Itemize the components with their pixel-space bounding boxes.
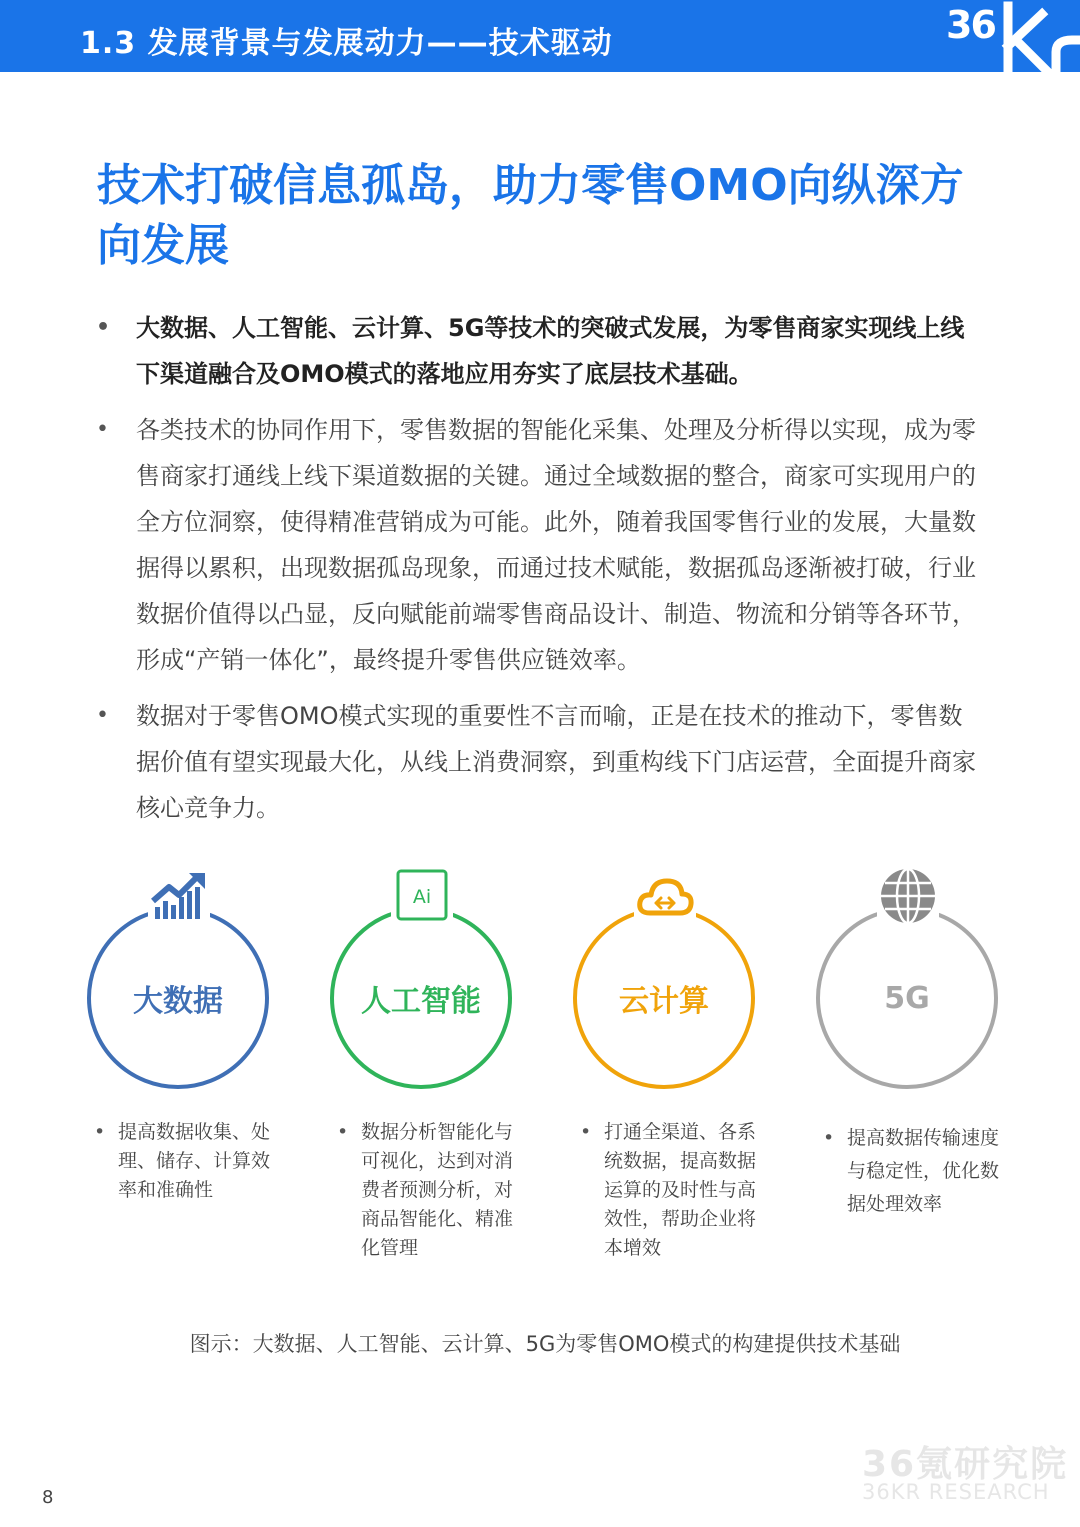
tech-label: 人工智能	[361, 984, 481, 1019]
tech-description: • 提高数据传输速度与稳定性，优化数据处理效率	[823, 1122, 1003, 1221]
brand-logo	[944, 0, 1080, 72]
tech-description: • 数据分析智能化与可视化，达到对消费者预测分析，对商品智能化、精准化管理	[337, 1118, 527, 1263]
header-bar	[0, 0, 1080, 72]
tech-ai	[327, 865, 527, 1075]
bullet-item: • 数据对于零售OMO模式实现的重要性不言而喻，正是在技术的推动下，零售数据价值有望实现最大化，从线上消费洞察，到重构线下门店运营，全面提升商家核心竞争力。	[96, 693, 986, 831]
ai-chip-icon	[391, 865, 453, 927]
bullet-item: • 大数据、人工智能、云计算、5G等技术的突破式发展，为零售商家实现线上线下渠道融合及OMO模式的落地应用夯实了底层技术基础。	[96, 305, 986, 397]
tech-label: 5G	[884, 980, 930, 1016]
globe-icon	[877, 865, 939, 927]
tech-5g	[813, 865, 1013, 1075]
36kr-logo-icon	[944, 0, 1080, 72]
tech-label: 大数据	[133, 984, 223, 1019]
section-title: 1.3 发展背景与发展动力——技术驱动	[80, 26, 613, 61]
ai-icon-text: Ai	[412, 886, 432, 908]
tech-cloud	[570, 865, 770, 1075]
growth-chart-icon	[148, 865, 210, 927]
svg-text:36: 36	[946, 3, 995, 47]
tech-big-data	[84, 865, 284, 1075]
page-number: 8	[42, 1487, 54, 1508]
tech-description: • 打通全渠道、各系统数据，提高数据运算的及时性与高效性，帮助企业将本增效	[580, 1118, 770, 1263]
tech-label: 云计算	[619, 984, 709, 1019]
bullet-list	[96, 305, 986, 841]
figure-caption: 图示：大数据、人工智能、云计算、5G为零售OMO模式的构建提供技术基础	[189, 1332, 901, 1356]
bullet-item: • 各类技术的协同作用下，零售数据的智能化采集、处理及分析得以实现，成为零售商家打通线上线下渠道数据的关键。通过全域数据的整合，商家可实现用户的全方位洞察，使得精准营销成为可能。此外，随着我国零售行业的发展，大量数据得以累积，出现数据孤岛现象，而通过技术赋能，数据孤岛逐渐被打破，行业数据价值得以凸显，反向赋能前端零售商品设计、制造、物流和分销等各环节，形成“产销一体化”，最终提升零售供应链效率。	[96, 407, 986, 683]
watermark-cn: 36氪研究院	[862, 1444, 1069, 1485]
page-heading: 技术打破信息孤岛，助力零售OMO向纵深方向发展	[97, 160, 964, 271]
watermark-en: 36KR RESEARCH	[862, 1480, 1050, 1504]
cloud-icon	[634, 865, 696, 927]
tech-description: • 提高数据收集、处理、储存、计算效率和准确性	[94, 1118, 284, 1205]
